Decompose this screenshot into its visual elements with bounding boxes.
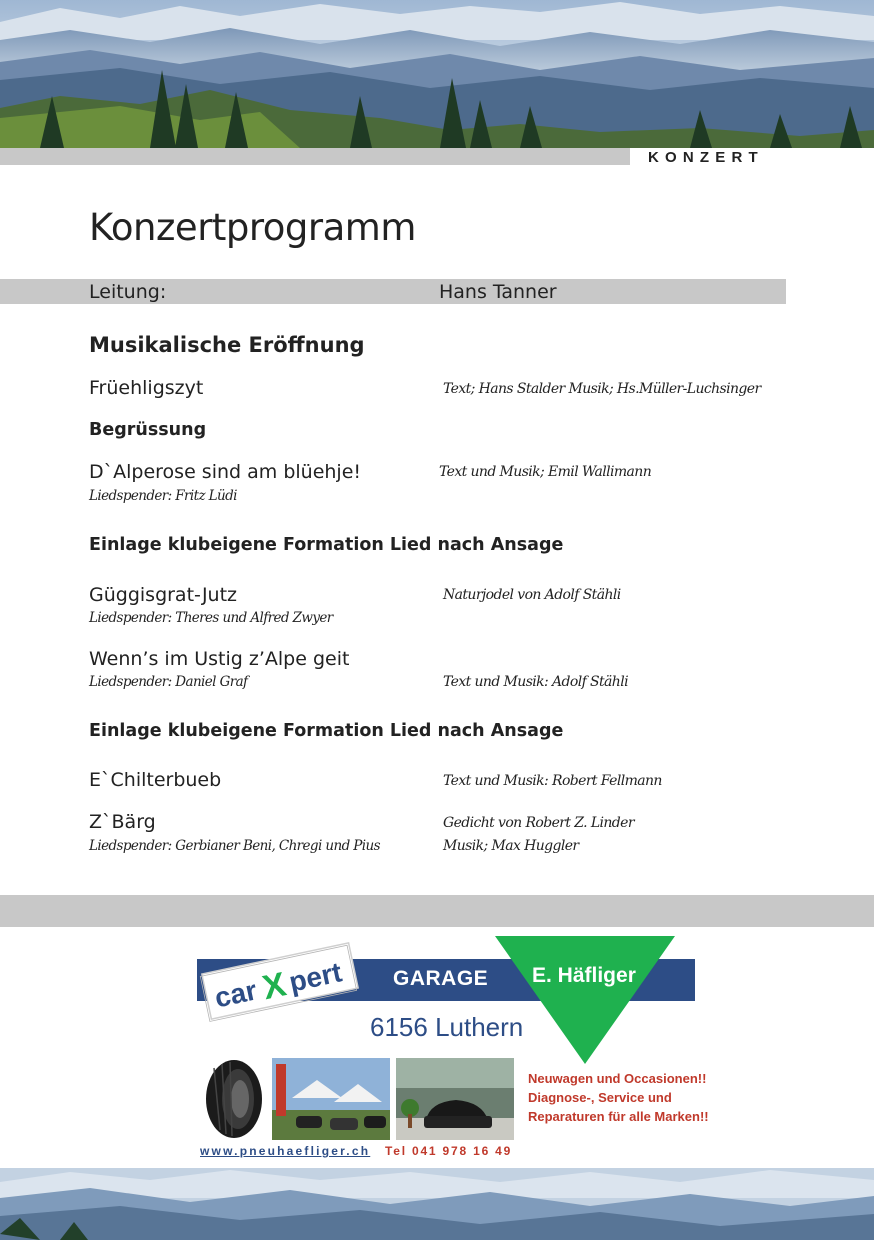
ad-website-link[interactable]: www.pneuhaefliger.ch (200, 1144, 371, 1158)
carxpert-logo-icon (199, 936, 361, 1026)
ad-green-triangle (495, 936, 675, 1064)
program-heading-greeting: Begrüssung (89, 420, 207, 440)
header-divider-bar (0, 148, 630, 165)
car-lot-icon (272, 1058, 390, 1140)
top-landscape-banner (0, 0, 874, 148)
mountain-landscape-image (0, 1168, 874, 1240)
ad-tagline: Diagnose-, Service und (528, 1090, 672, 1105)
leitung-label: Leitung: (89, 281, 167, 303)
program-heading-interlude: Einlage klubeigene Formation Lied nach Ansage (89, 535, 564, 555)
tire-image (200, 1058, 264, 1140)
tire-icon (200, 1058, 264, 1140)
svg-text:pert: pert (286, 956, 345, 998)
car-lot-image (272, 1058, 390, 1140)
song-credit: Text; Hans Stalder Musik; Hs.Müller-Luchsinger (443, 381, 761, 397)
leitung-value: Hans Tanner (439, 281, 557, 303)
song-credit: Text und Musik: Adolf Stähli (443, 674, 628, 690)
song-credit: Text und Musik; Emil Wallimann (439, 464, 652, 480)
carxpert-logo (199, 936, 361, 1026)
song-credit: Text und Musik: Robert Fellmann (443, 773, 662, 789)
song-title: Güggisgrat-Jutz (89, 584, 238, 606)
svg-text:car: car (211, 974, 260, 1014)
showroom-icon (396, 1058, 514, 1140)
program-heading-interlude: Einlage klubeigene Formation Lied nach Ansage (89, 721, 564, 741)
mountain-landscape-image (0, 0, 874, 148)
song-title: Z`Bärg (89, 811, 156, 833)
ad-garage-label: GARAGE (393, 967, 489, 990)
song-title: Wenn’s im Ustig z’Alpe geit (89, 648, 350, 670)
ad-tagline: Reparaturen für alle Marken!! (528, 1109, 709, 1124)
song-sponsor: Liedspender: Theres und Alfred Zwyer (89, 610, 333, 626)
showroom-image (396, 1058, 514, 1140)
ad-phone: Tel 041 978 16 49 (385, 1144, 513, 1158)
song-credit-music: Musik; Max Huggler (443, 838, 579, 854)
ad-tagline: Neuwagen und Occasionen!! (528, 1071, 707, 1086)
svg-text:X: X (259, 965, 290, 1008)
song-sponsor: Liedspender: Daniel Graf (89, 674, 248, 690)
program-heading-opening: Musikalische Eröffnung (89, 333, 365, 357)
song-sponsor: Liedspender: Gerbianer Beni, Chregi und Pius (89, 838, 380, 854)
page-title: Konzertprogramm (89, 206, 416, 249)
song-sponsor: Liedspender: Fritz Lüdi (89, 488, 237, 504)
bottom-landscape-banner (0, 1168, 874, 1240)
footer-divider-bar (0, 895, 874, 927)
ad-owner-name: E. Häfliger (532, 964, 636, 987)
section-label: KONZERT (648, 149, 764, 166)
song-credit: Naturjodel von Adolf Stähli (443, 587, 621, 603)
song-title: D`Alperose sind am blüehje! (89, 461, 362, 483)
ad-city: 6156 Luthern (370, 1012, 524, 1042)
song-title: E`Chilterbueb (89, 769, 222, 791)
song-title: Früehligszyt (89, 377, 204, 399)
song-credit: Gedicht von Robert Z. Linder (443, 815, 634, 831)
